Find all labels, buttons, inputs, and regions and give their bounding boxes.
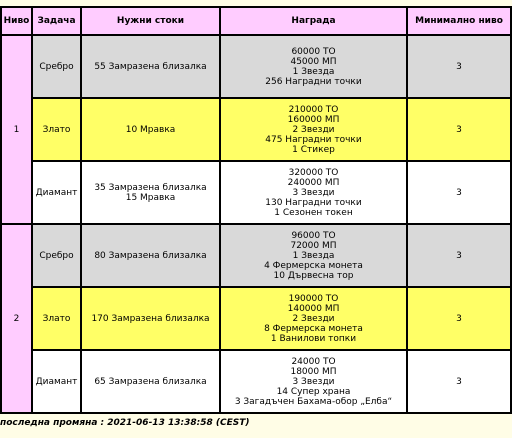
min-level-cell: 3 bbox=[408, 162, 510, 223]
header-level: Ниво bbox=[2, 8, 31, 34]
goods-cell bbox=[82, 36, 219, 97]
header-reward: Награда bbox=[221, 8, 406, 34]
reward-line: 3 Звезди bbox=[292, 187, 335, 198]
reward-line: 130 Наградни точки bbox=[265, 197, 362, 208]
reward-line: 45000 МП bbox=[290, 56, 337, 67]
goods-line: 55 Замразена близалка bbox=[94, 61, 207, 72]
goods-cell bbox=[82, 99, 219, 160]
header-min-level: Минимално ниво bbox=[408, 8, 510, 34]
goods-cell bbox=[82, 225, 219, 286]
reward-line: 1 Ванилови топки bbox=[270, 333, 357, 344]
goods-line: 80 Замразена близалка bbox=[94, 250, 207, 261]
reward-line: 14 Супер храна bbox=[276, 386, 351, 397]
min-level-cell: 3 bbox=[408, 288, 510, 349]
goods-line: 65 Замразена близалка bbox=[94, 376, 207, 387]
reward-line: 1 Звезда bbox=[292, 66, 335, 77]
reward-line: 24000 ТО bbox=[291, 356, 336, 367]
table-body bbox=[2, 36, 510, 412]
reward-line: 190000 ТО bbox=[288, 293, 339, 304]
reward-line: 240000 МП bbox=[287, 177, 340, 188]
reward-line: 18000 МП bbox=[290, 366, 337, 377]
goods-line: 10 Мравка bbox=[125, 124, 176, 135]
last-modified-footer: последна промяна : 2021-06-13 13:38:58 (CEST) bbox=[0, 418, 250, 428]
table-row bbox=[2, 225, 510, 286]
goods-line: 35 Замразена близалка bbox=[94, 182, 207, 193]
header-row bbox=[2, 8, 510, 34]
goods-cell bbox=[82, 288, 219, 349]
goods-cell bbox=[82, 162, 219, 223]
task-cell: Сребро bbox=[33, 36, 80, 97]
rewards-table bbox=[0, 6, 512, 414]
goods-line: 170 Замразена близалка bbox=[91, 313, 210, 324]
goods-line: 15 Мравка bbox=[125, 192, 176, 203]
reward-line: 3 Загадъчен Бахама-обор „Елба“ bbox=[234, 396, 393, 407]
task-cell: Диамант bbox=[33, 162, 80, 223]
reward-line: 8 Фермерска монета bbox=[264, 323, 363, 334]
table-row bbox=[2, 99, 510, 160]
min-level-cell: 3 bbox=[408, 225, 510, 286]
reward-line: 475 Наградни точки bbox=[265, 134, 362, 145]
reward-line: 1 Звезда bbox=[292, 250, 335, 261]
min-level-cell: 3 bbox=[408, 99, 510, 160]
level-cell: 1 bbox=[2, 36, 31, 223]
task-cell: Злато bbox=[33, 99, 80, 160]
table-row bbox=[2, 162, 510, 223]
reward-line: 2 Звезди bbox=[292, 313, 335, 324]
header-task: Задача bbox=[33, 8, 80, 34]
reward-line: 1 Сезонен токен bbox=[274, 207, 353, 218]
reward-cell bbox=[221, 36, 406, 97]
task-cell: Сребро bbox=[33, 225, 80, 286]
level-cell: 2 bbox=[2, 225, 31, 412]
reward-line: 320000 ТО bbox=[288, 167, 339, 178]
reward-line: 72000 МП bbox=[290, 240, 337, 251]
reward-line: 60000 ТО bbox=[291, 46, 336, 57]
table-row bbox=[2, 36, 510, 97]
reward-line: 160000 МП bbox=[287, 114, 340, 125]
reward-line: 1 Стикер bbox=[292, 144, 335, 155]
task-cell: Злато bbox=[33, 288, 80, 349]
reward-line: 256 Наградни точки bbox=[265, 76, 362, 87]
reward-line: 210000 ТО bbox=[288, 104, 339, 115]
min-level-cell: 3 bbox=[408, 351, 510, 412]
reward-cell bbox=[221, 225, 406, 286]
reward-cell bbox=[221, 288, 406, 349]
reward-line: 140000 МП bbox=[287, 303, 340, 314]
reward-line: 96000 ТО bbox=[291, 230, 336, 241]
reward-line: 3 Звезди bbox=[292, 376, 335, 387]
table-row bbox=[2, 351, 510, 412]
min-level-cell: 3 bbox=[408, 36, 510, 97]
header-goods: Нужни стоки bbox=[82, 8, 219, 34]
reward-line: 2 Звезди bbox=[292, 124, 335, 135]
goods-cell bbox=[82, 351, 219, 412]
reward-line: 10 Дървесна тор bbox=[273, 270, 354, 281]
reward-cell bbox=[221, 162, 406, 223]
reward-line: 4 Фермерска монета bbox=[264, 260, 363, 271]
reward-cell bbox=[221, 99, 406, 160]
reward-cell bbox=[221, 351, 406, 412]
task-cell: Диамант bbox=[33, 351, 80, 412]
table-row bbox=[2, 288, 510, 349]
